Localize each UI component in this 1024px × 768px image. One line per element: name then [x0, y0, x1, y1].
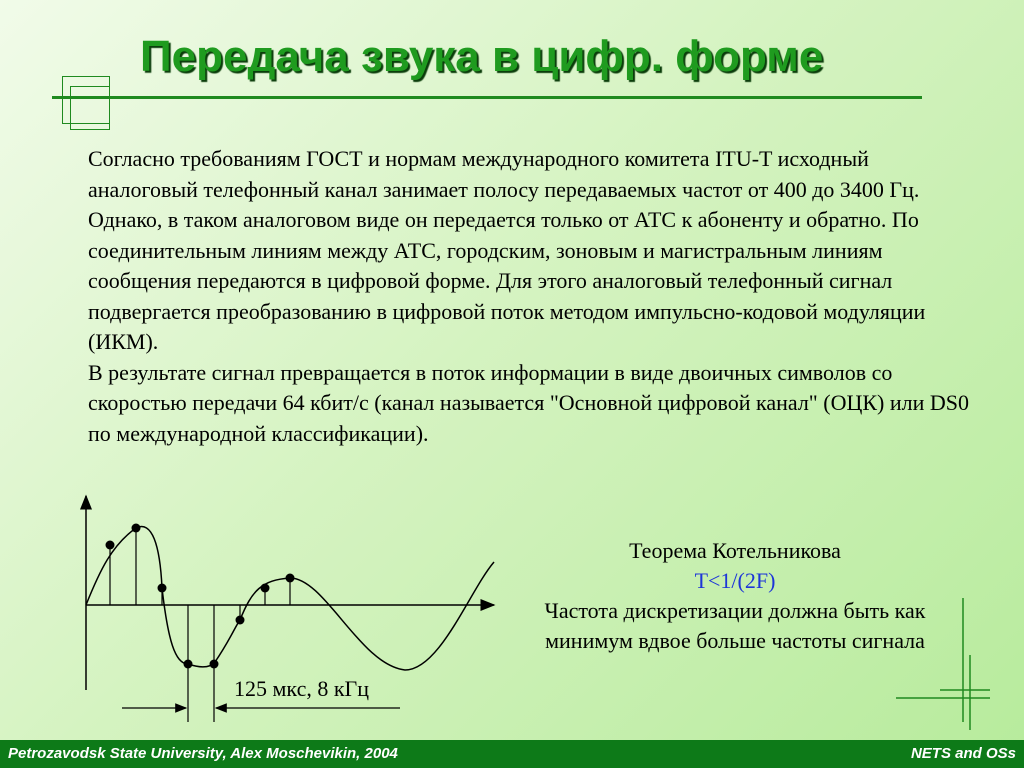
sample-point	[261, 584, 270, 593]
sample-point	[158, 584, 167, 593]
footer-course: NETS and OSs	[910, 745, 1016, 762]
theorem-statement: Частота дискретизации должна быть как минимум вдвое больше частоты сигнала	[544, 598, 926, 653]
sample-point	[184, 660, 193, 669]
sample-point	[106, 541, 115, 550]
sample-point	[286, 574, 295, 583]
interval-label: 125 мкс, 8 кГц	[234, 676, 370, 701]
sample-point	[236, 616, 245, 625]
theorem-formula: T<1/(2F)	[694, 568, 776, 593]
footer-bar	[0, 740, 1024, 768]
footer-author: Petrozavodsk State University, Alex Moschevikin, 2004	[8, 745, 398, 762]
paragraph-ds0: В результате сигнал превращается в поток информации в виде двоичных символов со скоростью передачи 64 кбит/с (канал называется "Основной цифровой канал" (ОЦК) или DS0 по международной классификации).	[88, 359, 970, 446]
sample-points	[106, 524, 295, 669]
theorem-name: Теорема Котельникова	[629, 538, 841, 563]
theorem-block	[540, 536, 930, 656]
sample-point	[210, 660, 219, 669]
paragraph-pcm: Согласно требованиям ГОСТ и нормам международного комитета ITU-T исходный аналоговый телефонный канал занимает полосу передаваемых частот от 400 до 3400 Гц. Однако, в таком аналоговом виде он передается только от АТС к абоненту и обратно. По соединительным линиям между АТС, городским, зоновым и магистральным линиям сообщения передаются в цифровой форме. Для этого аналоговый телефонный сигнал подвергается преобразованию в цифровой поток методом импульсно-кодовой модуляции (ИКМ).	[88, 146, 926, 354]
slide-title: Передача звука в цифр. форме	[140, 32, 824, 81]
sample-point	[132, 524, 141, 533]
